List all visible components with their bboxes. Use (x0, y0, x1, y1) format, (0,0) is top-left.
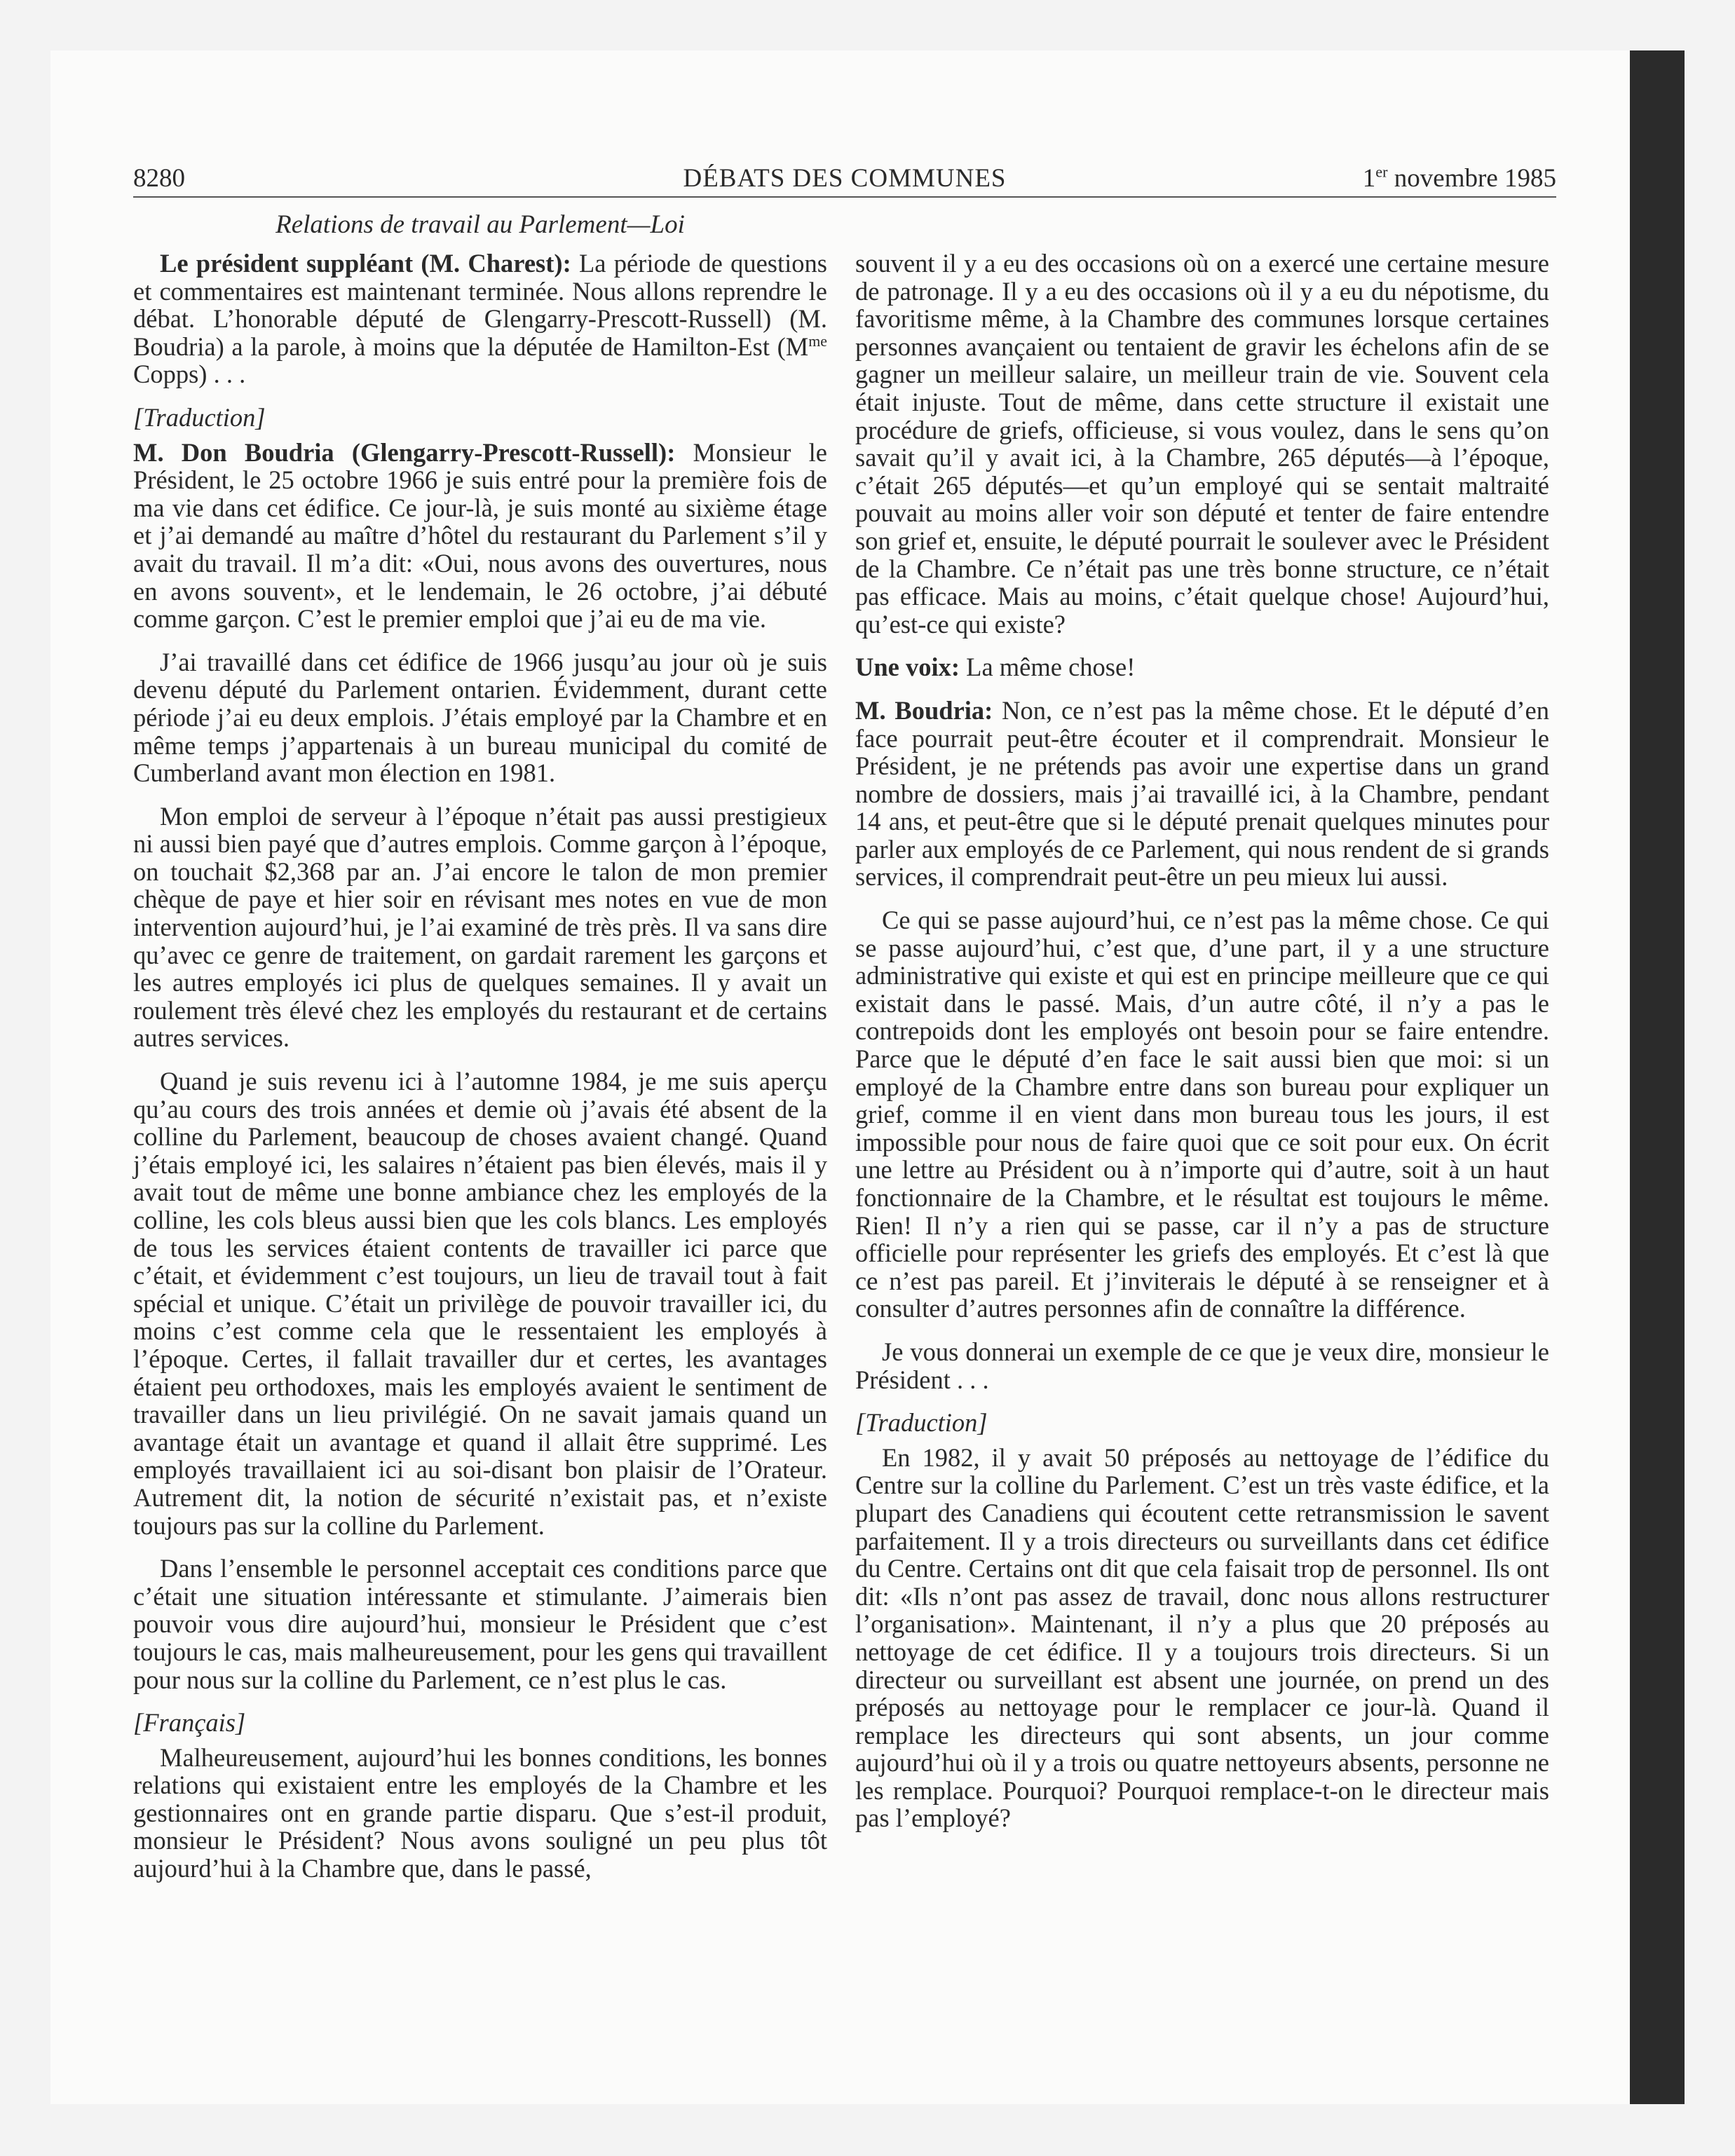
section-heading: Relations de travail au Parlement—Loi (275, 210, 685, 239)
paragraph: M. Don Boudria (Glengarry-Prescott-Russell): Monsieur le Président, le 25 octobre 1966 je suis entré pour la première fois de ma vie dans cet édifice. Ce jour-là, je suis monté au sixième étage et j’ai demandé au maître d’hôtel du restaurant du Parlement s’il y avait du travail. Il m’a dit: «Oui, nous avons des ouvertures, nous en avons souvent», et le lendemain, le 26 octobre, j’ai débuté comme garçon. C’est le premier emploi que j’ai eu de ma vie. (133, 437, 827, 634)
scan-edge-bar (1630, 50, 1685, 2104)
paragraph: Quand je suis revenu ici à l’automne 1984, je me suis aperçu qu’au cours des trois années et demie où j’avais été absent de la colline du Parlement, beaucoup de choses avaient changé. Quand j’étais employé ici, les salaires n’étaient pas bien élevés, mais il y avait tout de même une bonne ambiance chez les employés de la colline, les cols bleus aussi bien que les cols blancs. Les employés de tous les services étaient contents de travailler ici parce que c’était, et évidemment c’est toujours, un lieu de travail tout à fait spécial et unique. C’était un privilège de pouvoir travailler ici, du moins c’est comme cela que le ressentaient les employés à l’époque. Certes, il fallait travailler dur et certes, les avantages étaient peu orthodoxes, mais les employés avaient le sentiment de travailler dans un lieu privilégié. On ne savait jamais quand un avantage était un avantage et quand il allait être supprimé. Les employés travaillaient ici au soi-disant bon plaisir de l’Orateur. Autrement dit, la notion de sécurité n’existait pas, et n’existe toujours pas sur la colline du Parlement. (133, 1067, 827, 1540)
publication-title: DÉBATS DES COMMUNES (683, 164, 1007, 193)
speaker-name: M. Don Boudria (Glengarry-Prescott-Russell): (133, 437, 676, 467)
paragraph: Dans l’ensemble le personnel acceptait ces conditions parce que c’était une situation intéressante et stimulante. J’aimerais bien pouvoir vous dire aujourd’hui, monsieur le Président que c’est toujours le cas, mais malheureusement, pour les gens qui travaillent pour nous sur la colline du Parlement, ce n’est plus le cas. (133, 1554, 827, 1694)
left-column (133, 250, 827, 1898)
paragraph: M. Boudria: Non, ce n’est pas la même chose. Et le député d’en face pourrait peut-être écouter et il comprendrait. Monsieur le Président, je ne prétends pas avoir une expertise dans un grand nombre de dossiers, mais j’ai travaillé ici, à la Chambre, pendant 14 ans, et peut-être que si le député prenait quelques minutes pour parler aux employés de ce Parlement, qui nous rendent de si grands services, il comprendrait peut-être un peu mieux lui aussi. (855, 695, 1549, 892)
paragraph: Ce qui se passe aujourd’hui, ce n’est pas la même chose. Ce qui se passe aujourd’hui, c’est que, d’une part, il y a une structure administrative qui existe et qui est en principe meilleure que ce qui existait dans le passé. Mais, d’un autre côté, il n’y a pas le contrepoids dont les employés ont besoin pour se faire entendre. Parce que le député d’en face le sait aussi bien que moi: si un employé de la Chambre entre dans son bureau pour expliquer un grief, comme il en vient dans mon bureau tous les jours, il est impossible pour nous de faire quoi que ce soit pour eux. On écrit une lettre au Président ou à n’importe qui d’autre, soit à un haut fonctionnaire de la Chambre, et le résultat est toujours le même. Rien! Il n’y a rien qui se passe, car il n’y a pas de structure officielle pour représenter les griefs des employés. Et c’est là que ce n’est pas pareil. Et j’inviterais le député à se renseigner et à consulter d’autres personnes afin de connaître la différence. (855, 906, 1549, 1323)
page-header (133, 161, 1556, 198)
speaker-name: Le président suppléant (M. Charest): (160, 249, 571, 278)
paragraph: Malheureusement, aujourd’hui les bonnes conditions, les bonnes relations qui existaient entre les employés de la Chambre et les gestionnaires ont en grande partie disparu. Que s’est-il produit, monsieur le Président? Nous avons souligné un peu plus tôt aujourd’hui à la Chambre que, dans le passé, (133, 1742, 827, 1883)
right-column (855, 250, 1549, 1848)
speaker-name: M. Boudria: (855, 695, 993, 725)
paragraph: Je vous donnerai un exemple de ce que je veux dire, monsieur le Président . . . (855, 1337, 1549, 1394)
speaker-name: Une voix: (855, 653, 960, 682)
language-tag: [Français] (133, 1708, 246, 1738)
paragraph: Une voix: La même chose! (855, 653, 1136, 682)
language-tag: [Traduction] (133, 402, 266, 432)
paragraph: Mon emploi de serveur à l’époque n’était pas aussi prestigieux ni aussi bien payé que d’autres emplois. Comme garçon à l’époque, on touchait $2,368 par an. J’ai encore le talon de mon premier chèque de paye et hier soir en révisant mes notes en vue de mon intervention aujourd’hui, je l’ai examiné de très près. Il va sans dire qu’avec ce genre de traitement, on gardait rarement les garçons et les autres employés ici plus de quelques semaines. Il y avait un roulement très élevé chez les employés du restaurant et de certains autres services. (133, 801, 827, 1053)
paragraph: J’ai travaillé dans cet édifice de 1966 jusqu’au jour où je suis devenu député du Parlement ontarien. Évidemment, durant cette période j’ai eu deux emplois. J’étais employé par la Chambre et en même temps j’appartenais à un bureau municipal du comité de Cumberland avant mon élection en 1981. (133, 647, 827, 788)
issue-date: 1er novembre 1985 (1362, 163, 1556, 193)
paragraph: En 1982, il y avait 50 préposés au nettoyage de l’édifice du Centre sur la colline du Parlement. C’est un très vaste édifice, et la plupart des Canadiens qui écoutent cette retransmission le savent parfaitement. Il y a trois directeurs ou surveillants dans cet édifice du Centre. Certains ont dit que cela faisait trop de personnel. Ils ont dit: «Ils n’ont pas assez de travail, donc nous allons restructurer l’organisation». Maintenant, il n’y a plus que 20 préposés au nettoyage de cet édifice. Il y a toujours trois directeurs. Si un directeur ou surveillant est absent une journée, on prend un des préposés au nettoyage pour le remplacer ce jour-là. Quand il remplace les directeurs qui sont absents, un jour comme aujourd’hui où il y a trois ou quatre nettoyeurs absents, personne ne les remplace. Pourquoi? Pourquoi remplace-t-on le directeur mais pas l’employé? (855, 1442, 1549, 1833)
paragraph: souvent il y a eu des occasions où on a exercé une certaine mesure de patronage. Il y a eu des occasions où il y a eu du népotisme, du favoritisme même, à la Chambre des communes lorsque certaines personnes avançaient ou tentaient de gravir les échelons afin de se gagner un meilleur salaire, un meilleur train de vie. Souvent cela était injuste. Tout de même, dans cette structure il existait une procédure de griefs, officieuse, si vous voulez, dans le sens qu’on savait qu’il y avait ici, à la Chambre, 265 députés—à l’époque, c’était 265 députés—et qu’un employé qui se sentait maltraité pouvait au moins aller voir son député et tenter de faire entendre son grief et, ensuite, le député pourrait le soulever avec le Président de la Chambre. Ce n’était pas une très bonne structure, ce n’était pas efficace. Mais au moins, c’était quelque chose! Aujourd’hui, qu’est-ce qui existe? (855, 249, 1549, 639)
paragraph: Le président suppléant (M. Charest): La période de questions et commentaires est maintenant terminée. Nous allons reprendre le débat. L’honorable député de Glengarry-Prescott-Russell) (M. Boudria) a la parole, à moins que la députée de Hamilton-Est ($M^{me}$ Copps) . . . (133, 249, 827, 389)
language-tag: [Traduction] (855, 1408, 988, 1438)
page-number: 8280 (133, 164, 185, 193)
